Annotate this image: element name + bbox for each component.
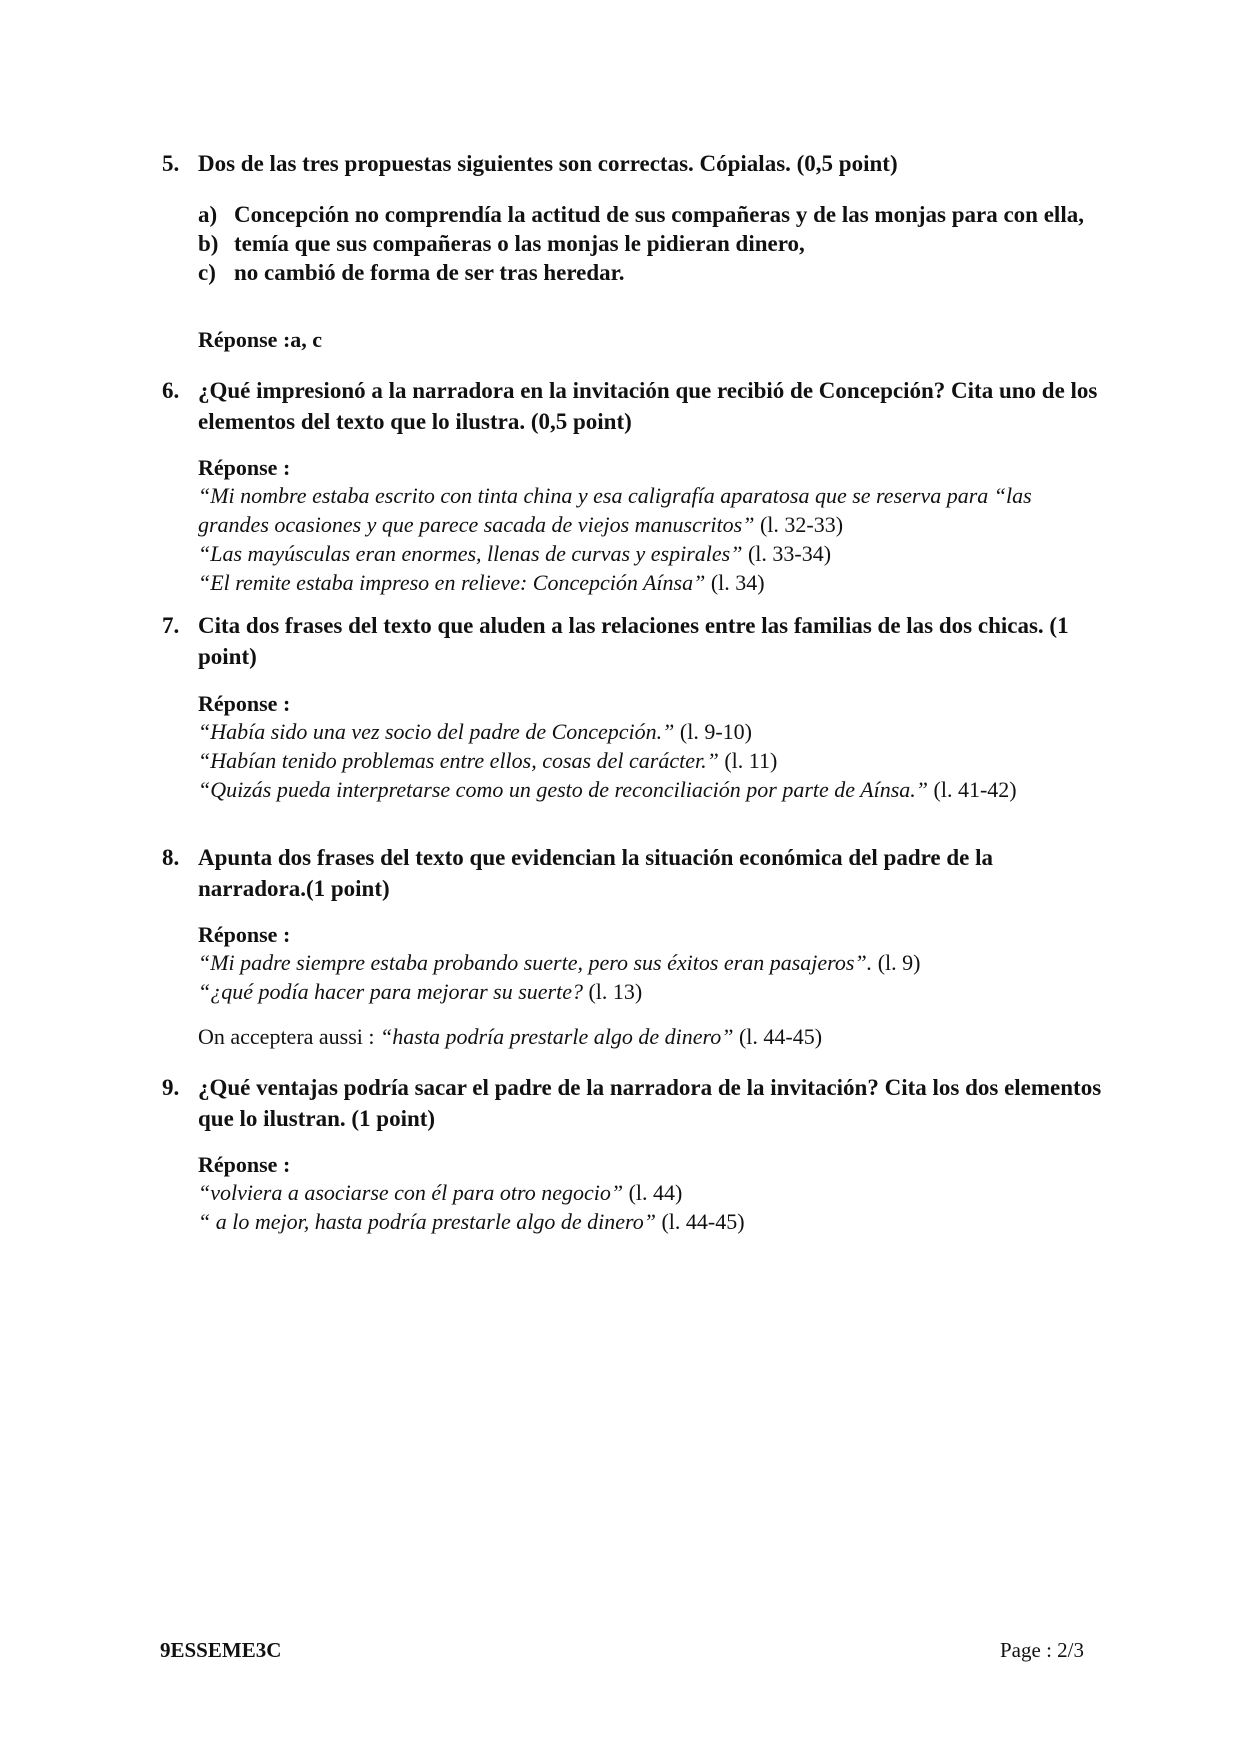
question-9 xyxy=(162,1072,1102,1134)
question-text: Apunta dos frases del texto que evidencian la situación económica del padre de la narradora.(1 point) xyxy=(198,845,994,901)
answer-text xyxy=(198,481,1103,597)
answer-label: Réponse : xyxy=(198,1152,291,1177)
question-text: Cita dos frases del texto que aluden a las relaciones entre las familias de las dos chicas. (1 point) xyxy=(198,613,1069,669)
answer-label: Réponse : xyxy=(198,922,291,947)
answer-line: “Había sido una vez socio del padre de Concepción.” (l. 9-10) xyxy=(198,719,752,744)
additional-answer: On acceptera aussi : “hasta podría prestarle algo de dinero” (l. 44-45) xyxy=(198,1024,823,1049)
answer-line: “Quizás pueda interpretarse como un gesto de reconciliación por parte de Aínsa.” (l. 41-42) xyxy=(198,777,1017,802)
question-number: 8. xyxy=(162,845,180,870)
answer-line: “Habían tenido problemas entre ellos, cosas del carácter.” (l. 11) xyxy=(198,748,778,773)
answer-line: “Mi padre siempre estaba probando suerte, pero sus éxitos eran pasajeros”. (l. 9) xyxy=(198,950,921,975)
answer-line: “El remite estaba impreso en relieve: Concepción Aínsa” (l. 34) xyxy=(198,570,765,595)
answer-line: “Las mayúsculas eran enormes, llenas de curvas y espirales” (l. 33-34) xyxy=(198,541,832,566)
question-number: 9. xyxy=(162,1075,180,1100)
question-text: ¿Qué impresionó a la narradora en la invitación que recibió de Concepción? Cita uno de los elementos del texto que lo ilustra. (0,5 point) xyxy=(198,378,1098,434)
answer-line: “ a lo mejor, hasta podría prestarle algo de dinero” (l. 44-45) xyxy=(198,1209,745,1234)
question-text: ¿Qué ventajas podría sacar el padre de la narradora de la invitación? Cita los dos elementos que lo ilustran. (1 point) xyxy=(198,1075,1102,1131)
question-number: 6. xyxy=(162,378,180,403)
question-8 xyxy=(162,842,1102,904)
question-number: 7. xyxy=(162,613,180,638)
answer-text xyxy=(198,948,1103,1006)
answer-text xyxy=(198,1178,1103,1236)
question-text: Dos de las tres propuestas siguientes son correctas. Cópialas. (0,5 point) xyxy=(198,151,898,176)
answer-label: Réponse : xyxy=(198,455,291,480)
question-6 xyxy=(162,375,1102,437)
answer-line: “volviera a asociarse con él para otro negocio” (l. 44) xyxy=(198,1180,683,1205)
question-number: 5. xyxy=(162,151,180,176)
answer-label: Réponse :a, c xyxy=(198,327,323,352)
answer-line: “¿qué podía hacer para mejorar su suerte? (l. 13) xyxy=(198,979,643,1004)
footer-code: 9ESSEME3C xyxy=(160,1638,282,1662)
question-5 xyxy=(162,148,1102,179)
option-a: a) Concepción no comprendía la actitud de sus compañeras y de las monjas para con ella, xyxy=(198,202,1084,227)
question-7 xyxy=(162,610,1102,672)
question-5-options xyxy=(198,200,1098,287)
answer-label: Réponse : xyxy=(198,691,291,716)
answer-text xyxy=(198,717,1103,804)
option-c: c) no cambió de forma de ser tras heredar. xyxy=(198,260,625,285)
option-b: b) temía que sus compañeras o las monjas le pidieran dinero, xyxy=(198,231,805,256)
answer-line: “Mi nombre estaba escrito con tinta china y esa caligrafía aparatosa que se reserva para “las grandes ocasiones y que parece sacada de viejos manuscritos” (l. 32-33) xyxy=(198,483,1032,537)
footer-page-number: Page : 2/3 xyxy=(1000,1638,1084,1662)
